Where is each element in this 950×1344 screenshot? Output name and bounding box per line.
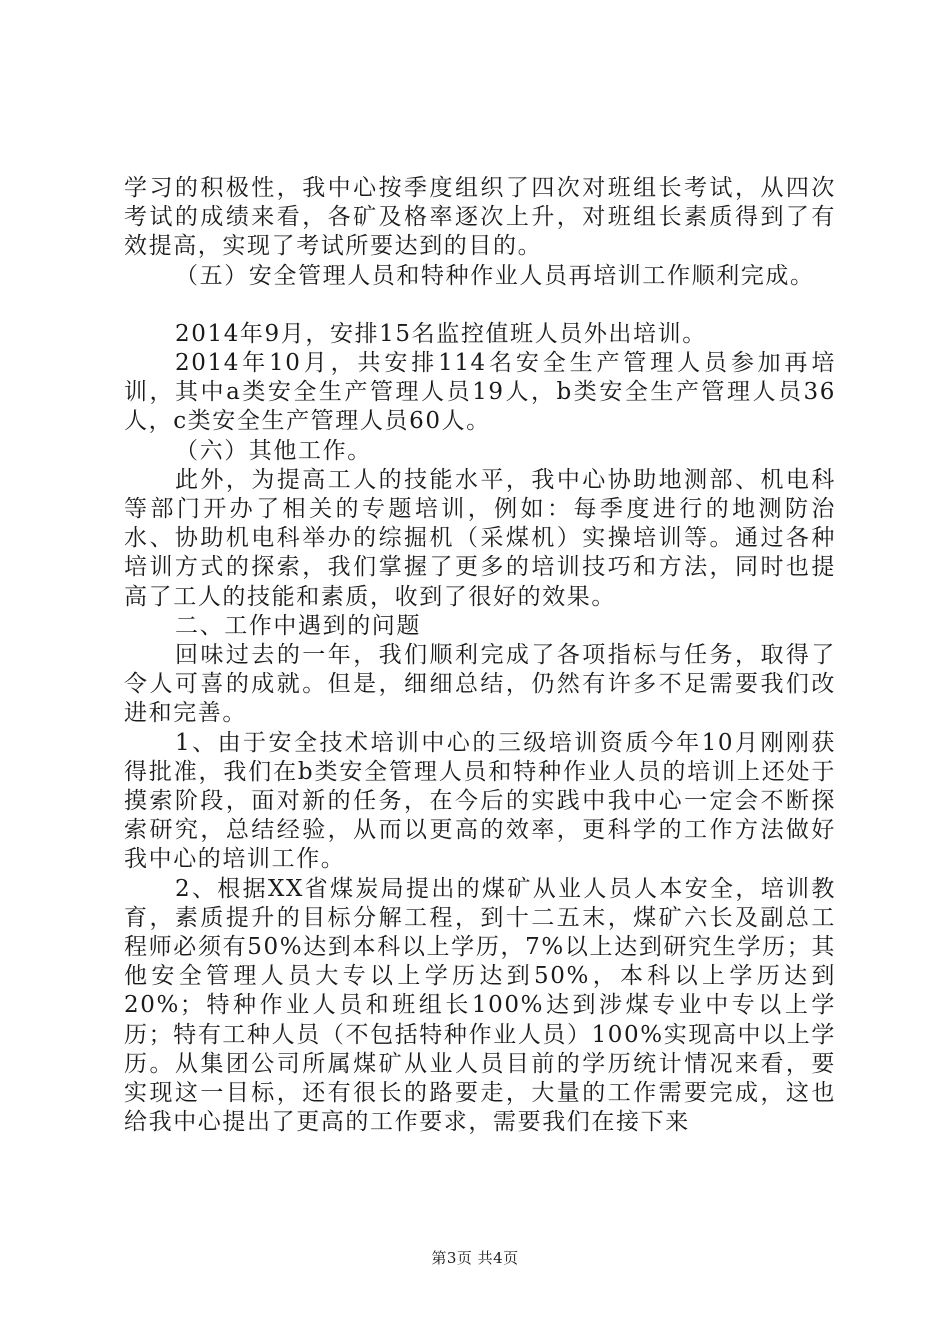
page-footer — [0, 1247, 950, 1268]
section-heading-problems: 二、工作中遇到的问题 — [175, 612, 421, 639]
page-number: 第3页 共4页 — [431, 1249, 519, 1267]
section-heading-six: （六）其他工作。 — [175, 437, 372, 464]
document-body — [124, 174, 836, 1138]
paragraph-review: 回味过去的一年，我们顺利完成了各项指标与任务，取得了令人可喜的成就。但是，细细总结，仍然有许多不足需要我们改进和完善。 — [124, 642, 836, 727]
paragraph-continuation: 学习的积极性，我中心按季度组织了四次对班组长考试，从四次考试的成绩来看，各矿及格率逐次上升，对班组长素质得到了有效提高，实现了考试所要达到的目的。 — [124, 175, 836, 260]
paragraph-problem-2: 2、根据XX省煤炭局提出的煤矿从业人员人本安全，培训教育，素质提升的目标分解工程，到十二五末，煤矿六长及副总工程师必须有50%达到本科以上学历，7%以上达到研究生学历；其他安全管理人员大专以上学历达到50%，本科以上学历达到20%；特种作业人员和班组长100%达到涉煤专业中专以上学历；特有工种人员（不包括特种作业人员）100%实现高中以上学历。从集团公司所属煤矿从业人员目前的学历统计情况来看，要实现这一目标，还有很长的路要走，大量的工作需要完成，这也给我中心提出了更高的工作要求，需要我们在接下来 — [124, 875, 836, 1136]
paragraph-oct-2014: 2014年10月，共安排114名安全生产管理人员参加再培训，其中a类安全生产管理人员19人，b类安全生产管理人员36人，c类安全生产管理人员60人。 — [124, 350, 836, 435]
paragraph-sept-2014: 2014年9月，安排15名监控值班人员外出培训。 — [175, 320, 707, 347]
section-heading-five: （五）安全管理人员和特种作业人员再培训工作顺利完成。 — [175, 262, 815, 289]
paragraph-other-work: 此外，为提高工人的技能水平，我中心协助地测部、机电科等部门开办了相关的专题培训，例如：每季度进行的地测防治水、协助机电科举办的综掘机（采煤机）实操培训等。通过各种培训方式的探索，我们掌握了更多的培训技巧和方法，同时也提高了工人的技能和素质，收到了很好的效果。 — [124, 466, 836, 610]
paragraph-problem-1: 1、由于安全技术培训中心的三级培训资质今年10月刚刚获得批准，我们在b类安全管理人员和特种作业人员的培训上还处于摸索阶段，面对新的任务，在今后的实践中我中心一定会不断探索研究，总结经验，从而以更高的效率，更科学的工作方法做好我中心的培训工作。 — [124, 729, 836, 873]
